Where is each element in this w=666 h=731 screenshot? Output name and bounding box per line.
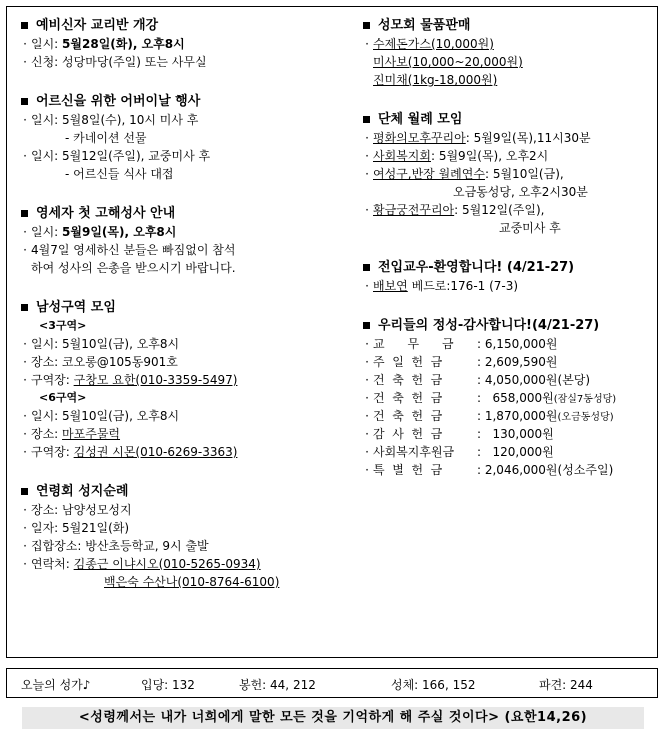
dot-bullet-icon: · (23, 149, 27, 163)
pilgrimage-section: 연령회 성지순례 · 장소: 남양성모성지 · 일자: 5월21일(화) · 집합장소: 방산초등학교, 9시 출발 · 연락처: 김종근 이냐시오(010-5265-0934) 백은숙 수산나(010-8764-6100) (19, 483, 349, 591)
offerings-list (361, 335, 657, 479)
square-bullet-icon (21, 210, 28, 217)
section-title: 연령회 성지순례 (36, 484, 129, 499)
first-confession-section: 영세자 첫 고해성사 안내 · 일시: 5월9일(목), 오후8시 · 4월7일 영세하신 분들은 빠짐없이 참석 하여 성사의 은총을 받으시기 바랍니다. (19, 205, 349, 277)
dot-bullet-icon: · (23, 409, 27, 423)
square-bullet-icon (363, 22, 370, 29)
list-item: · 사회복지후원금 : 120,000원 (361, 443, 657, 461)
communion-hymn: 성체: 166, 152 (391, 678, 476, 692)
dot-bullet-icon: · (365, 131, 369, 145)
district-3-label: <3구역> (39, 319, 87, 332)
recessional-hymn: 파견: 244 (539, 678, 593, 692)
notice-board (6, 6, 658, 658)
right-column (361, 13, 657, 479)
dot-bullet-icon: · (23, 225, 27, 239)
offertory-hymn: 봉헌: 44, 212 (239, 678, 316, 692)
section-title: 예비신자 교리반 개강 (36, 18, 159, 33)
section-title: 남성구역 모임 (36, 300, 116, 315)
square-bullet-icon (363, 322, 370, 329)
dot-bullet-icon: · (23, 427, 27, 441)
section-title: 어르신을 위한 어버이날 행사 (36, 94, 201, 109)
dot-bullet-icon: · (23, 503, 27, 517)
dot-bullet-icon: · (23, 113, 27, 127)
section-title: 단체 월례 모임 (378, 112, 463, 127)
welcome-newcomers-section: 전입교우-환영합니다! (4/21-27) · 배보연 베드로:176-1 (7-3) (361, 259, 657, 295)
dot-bullet-icon: · (23, 557, 27, 571)
dot-bullet-icon: · (365, 167, 369, 181)
dot-bullet-icon: · (23, 521, 27, 535)
square-bullet-icon (21, 304, 28, 311)
section-title: 영세자 첫 고해성사 안내 (36, 206, 176, 221)
offerings-section (361, 317, 657, 479)
dot-bullet-icon: · (23, 37, 27, 51)
hymn-numbers-bar (6, 668, 658, 698)
list-item: · 건 축 헌 금 : 4,050,000원(본당) (361, 371, 657, 389)
entrance-hymn: 입당: 132 (141, 678, 195, 692)
dot-bullet-icon: · (365, 427, 369, 441)
dot-bullet-icon: · (23, 539, 27, 553)
dot-bullet-icon: · (365, 355, 369, 369)
list-item: · 건 축 헌 금 : 1,870,000원(오금동성당) (361, 407, 657, 425)
mens-district-section: 남성구역 모임 <3구역> · 일시: 5월10일(금), 오후8시 · 장소: 코오롱@105동901호 · 구역장: 구창모 요한(010-3359-5497) <6구역> · 일시: 5월10일(금), 오후8시 · 장소: 마포주물럭 · 구역장: 김성권 시몬(010-6269-3363) (19, 299, 349, 461)
section-title: 전입교우-환영합니다! (4/21-27) (378, 260, 575, 275)
dot-bullet-icon: · (365, 463, 369, 477)
parents-day-section: 어르신을 위한 어버이날 행사 · 일시: 5월8일(수), 10시 미사 후 - 카네이션 선물 · 일시: 5월12일(주일), 교중미사 후 - 어르신들 식사 대접 (19, 93, 349, 183)
catechumen-class-section: 예비신자 교리반 개강 · 일시: 5월28일(화), 오후8시 · 신청: 성당마당(주일) 또는 사무실 (19, 17, 349, 71)
dot-bullet-icon: · (365, 279, 369, 293)
dot-bullet-icon: · (23, 355, 27, 369)
monthly-meetings-section: 단체 월례 모임 · 평화의모후꾸리아: 5월9일(목),11시30분 · 사회복지회: 5월9일(목), 오후2시 · 여성구,반장 월례연수: 5월10일(금), 오금동성당, 오후2시30분 · 황금궁전꾸리아: 5월12일(주일), 교중미사 후 (361, 111, 657, 237)
dot-bullet-icon: · (365, 373, 369, 387)
square-bullet-icon (363, 264, 370, 271)
dot-bullet-icon: · (365, 203, 369, 217)
dot-bullet-icon: · (365, 149, 369, 163)
section-title: 우리들의 정성-감사합니다!(4/21-27) (378, 318, 600, 333)
bible-verse: <성령께서는 내가 너희에게 말한 모든 것을 기억하게 해 주실 것이다> (요한14,26) (22, 707, 644, 729)
list-item: · 건 축 헌 금 : 658,000원(잠실7동성당) (361, 389, 657, 407)
section-title: 성모회 물품판매 (378, 18, 471, 33)
dot-bullet-icon: · (365, 391, 369, 405)
district-6-label: <6구역> (39, 391, 87, 404)
list-item: · 주 일 헌 금 : 2,609,590원 (361, 353, 657, 371)
dot-bullet-icon: · (23, 373, 27, 387)
date-highlight: 5월28일(화), 오후8시 (62, 37, 185, 51)
square-bullet-icon (363, 116, 370, 123)
dot-bullet-icon: · (365, 409, 369, 423)
hymn-title: 오늘의 성가♪ (21, 678, 91, 692)
dot-bullet-icon: · (23, 243, 27, 257)
dot-bullet-icon: · (23, 445, 27, 459)
dot-bullet-icon: · (23, 55, 27, 69)
dot-bullet-icon: · (365, 445, 369, 459)
dot-bullet-icon: · (23, 337, 27, 351)
list-item: · 특 별 헌 금 : 2,046,000원(성소주일) (361, 461, 657, 479)
list-item: · 교 무 금 : 6,150,000원 (361, 335, 657, 353)
square-bullet-icon (21, 98, 28, 105)
list-item: · 감 사 헌 금 : 130,000원 (361, 425, 657, 443)
dot-bullet-icon: · (365, 37, 369, 51)
mothers-club-sale-section: 성모회 물품판매 · 수제돈가스(10,000원) 미사보(10,000~20,000원) 진미채(1kg-18,000원) (361, 17, 657, 89)
square-bullet-icon (21, 488, 28, 495)
date-highlight: 5월9일(목), 오후8시 (62, 225, 177, 239)
left-column (19, 13, 349, 591)
dot-bullet-icon: · (365, 337, 369, 351)
square-bullet-icon (21, 22, 28, 29)
